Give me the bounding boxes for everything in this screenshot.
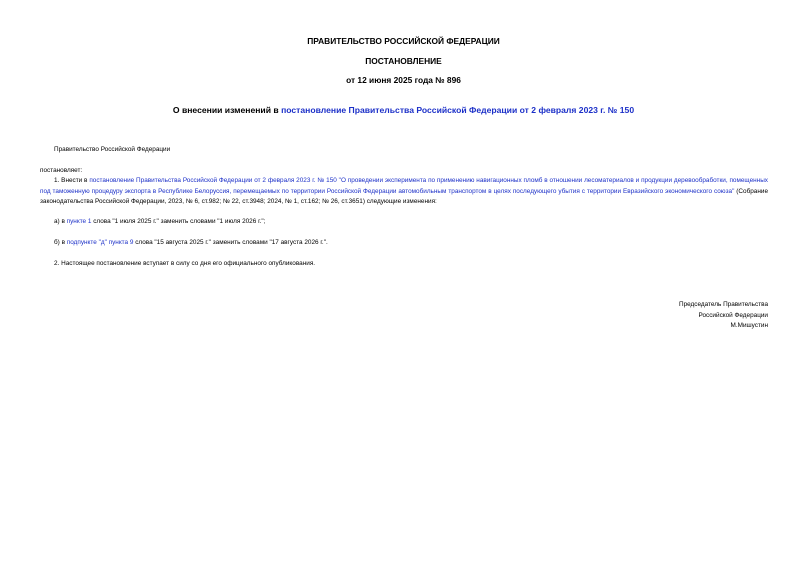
document-title (0, 105, 807, 115)
subparagraph-b (54, 238, 328, 249)
paragraph-2: 2. Настоящее постановление вступает в силу со дня его официального опубликования. (54, 260, 316, 267)
signature-title-line1: Председатель Правительства (679, 301, 768, 308)
government-line: Правительство Российской Федерации (54, 146, 171, 153)
subparagraph-b-post: слова "15 августа 2025 г." заменить словами "17 августа 2026 г.". (133, 239, 328, 246)
decree-word: постановляет: (40, 167, 83, 174)
subparagraph-a (54, 217, 265, 228)
signature-title-line2: Российской Федерации (698, 312, 768, 319)
paragraph-1-pre: 1. Внести в (54, 177, 90, 184)
document-type: ПОСТАНОВЛЕНИЕ (365, 56, 442, 66)
paragraph-1-post: (Собрание законодательства Российской Федерации, 2023, № 6, ст.982; № 22, ст.3948; 2024, № 1, ст.162; № 26, ст.3651) следующие изменения: (40, 187, 768, 206)
signature-name: М.Мишустин (730, 322, 768, 329)
subparagraph-b-link[interactable]: подпункте "д" пункта 9 (66, 239, 134, 246)
subparagraph-a-link[interactable]: пункте 1 (66, 218, 92, 225)
subparagraph-a-pre: а) в (54, 218, 67, 225)
title-decree-link[interactable]: постановление Правительства Российской Федерации от 2 февраля 2023 г. № 150 (281, 105, 635, 115)
document-date-number: от 12 июня 2025 года № 896 (346, 75, 461, 85)
subparagraph-b-pre: б) в (54, 239, 67, 246)
title-prefix: О внесении изменений в (172, 105, 282, 115)
subparagraph-a-post: слова "1 июля 2025 г." заменить словами "1 июля 2026 г."; (91, 218, 266, 225)
government-heading: ПРАВИТЕЛЬСТВО РОССИЙСКОЙ ФЕДЕРАЦИИ (307, 36, 500, 46)
paragraph-1-decree-link[interactable]: постановление Правительства Российской Федерации от 2 февраля 2023 г. № 150 "О проведении эксперимента по применению навигационных пломб в отношении лесоматериалов и продукции деревообработки, помещенных под таможенную процедуру экспорта в Республике Белоруссия, перемещаемых по территории Российской Федерации автомобильным транспортом в целях последующего убытия с территории Евразийского экономического союза" (40, 177, 769, 195)
paragraph-1 (40, 176, 768, 208)
